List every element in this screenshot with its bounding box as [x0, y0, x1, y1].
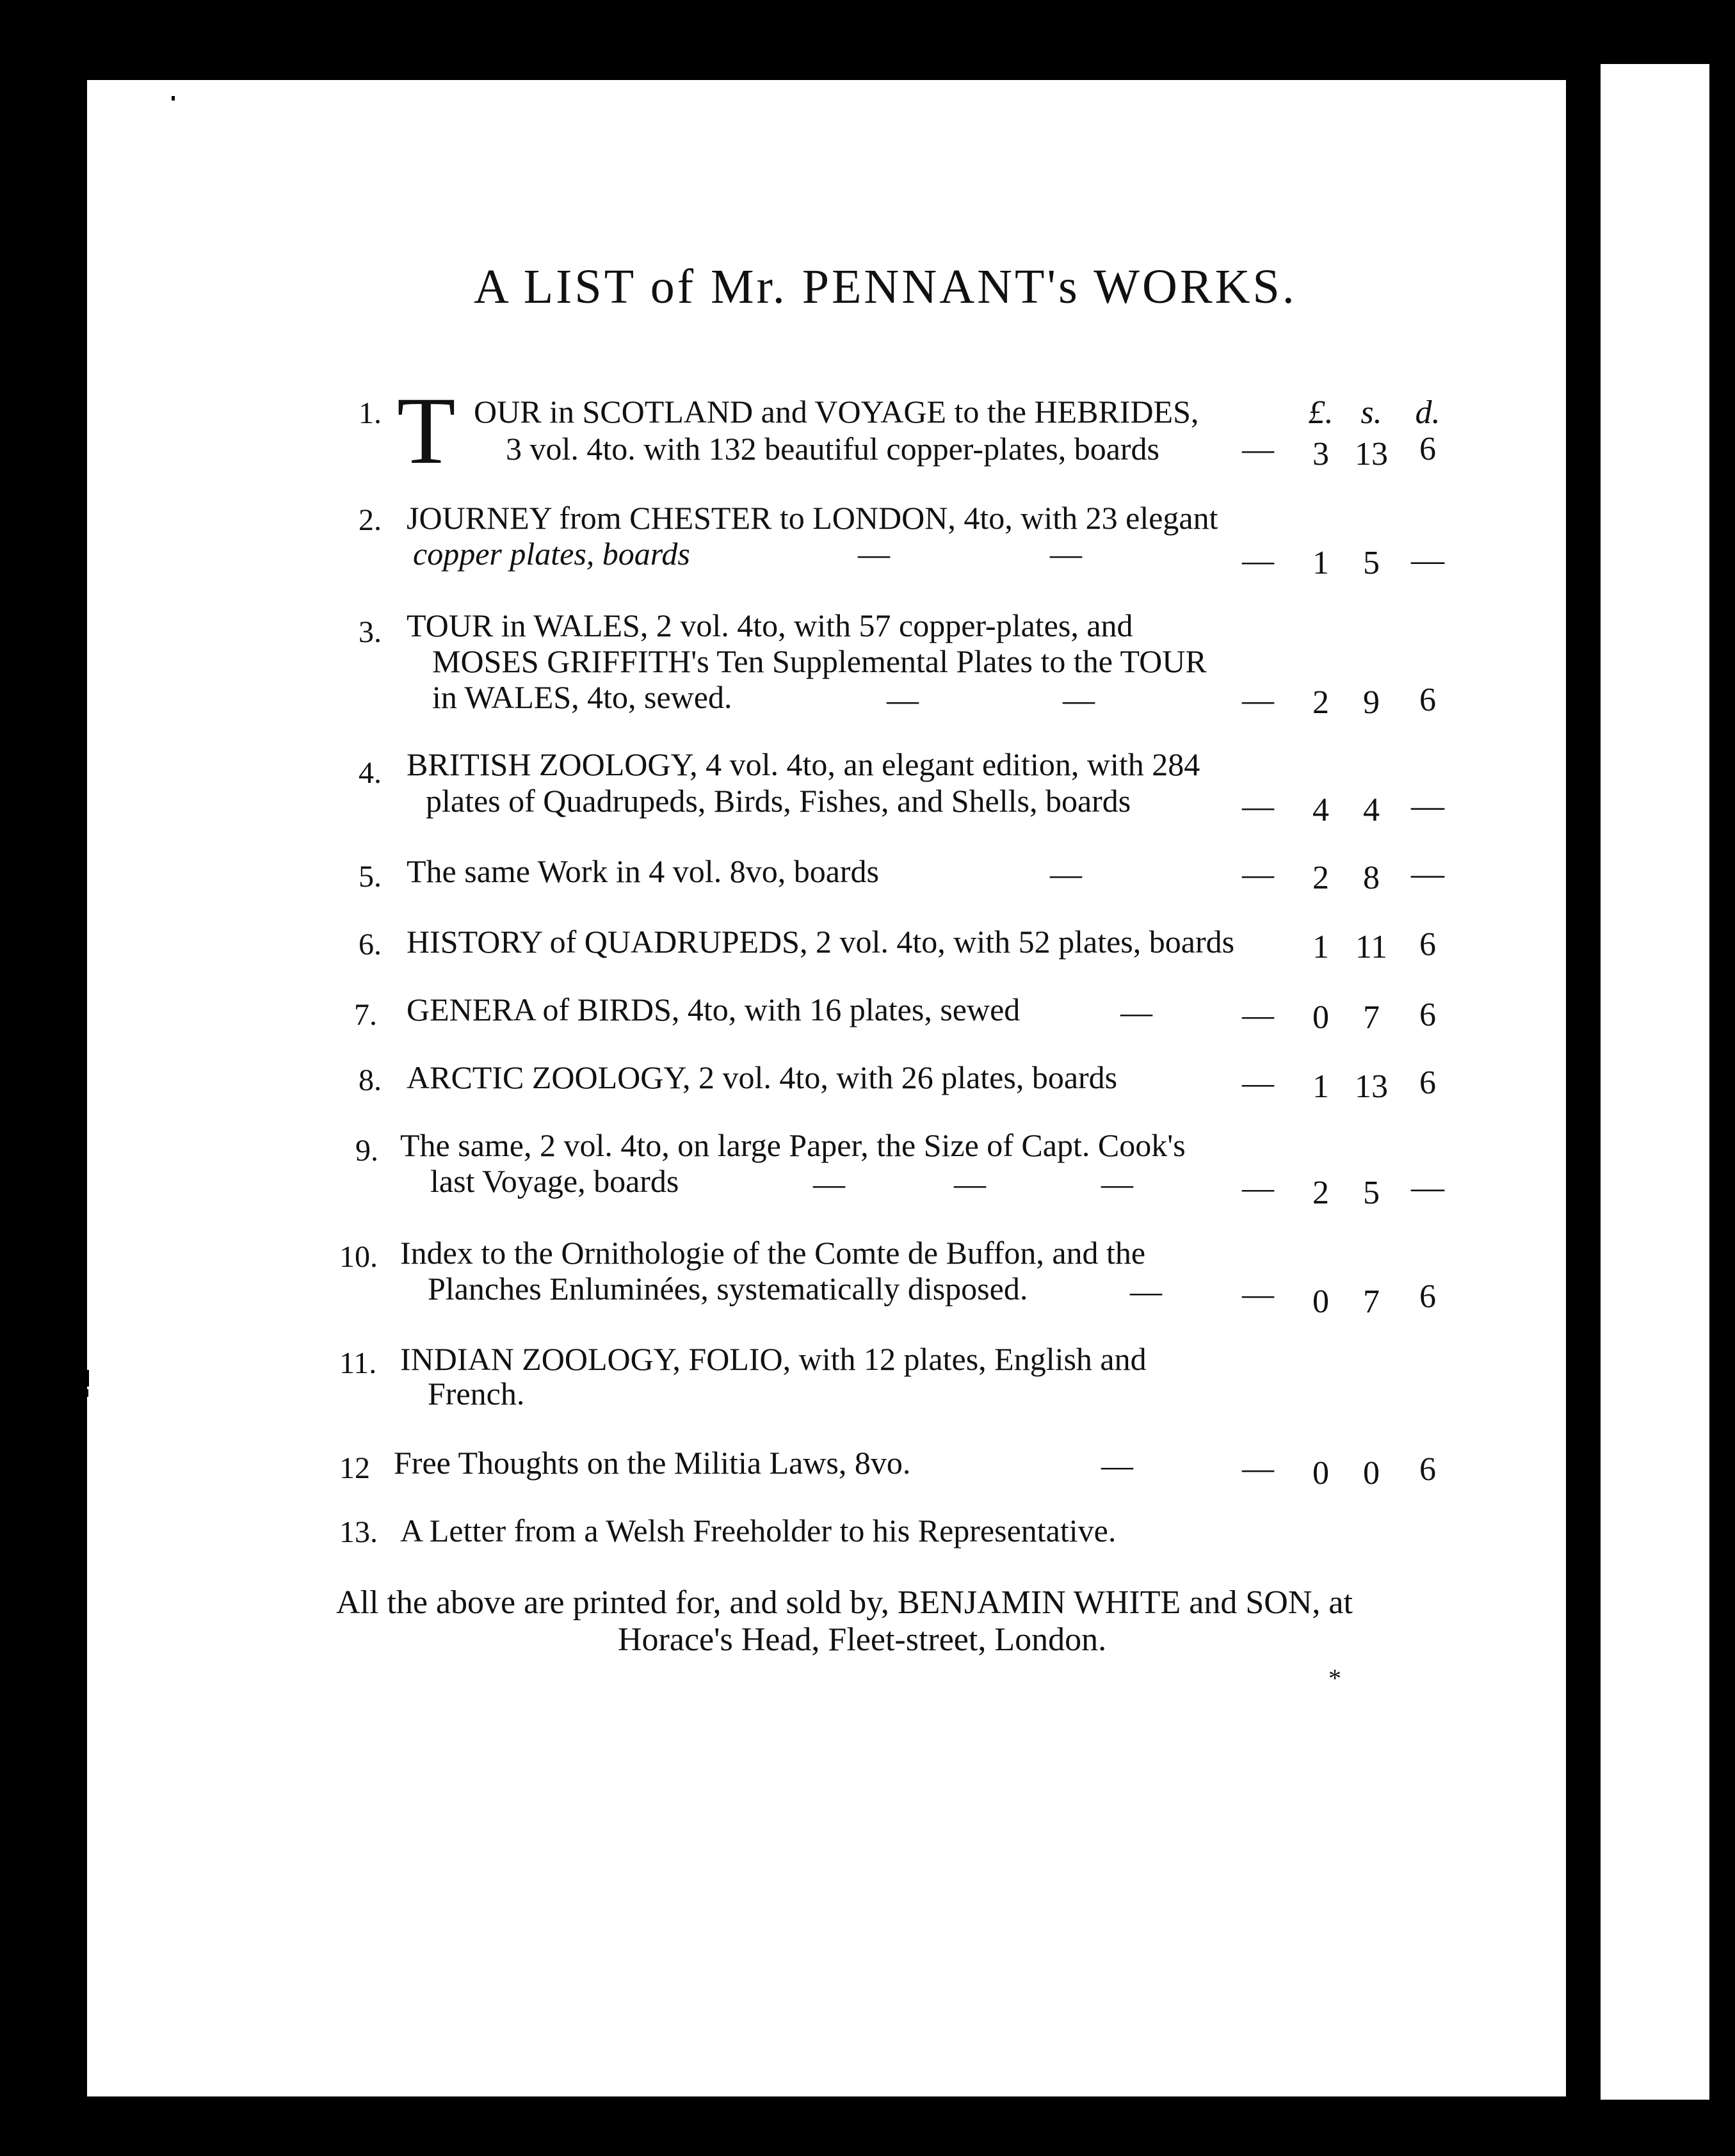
ornament-asterisk: *	[1328, 1664, 1341, 1693]
leader-dash: —	[1063, 682, 1095, 718]
price-shillings: 7	[1363, 999, 1380, 1036]
entry-number: 11.	[339, 1346, 377, 1380]
publisher-line: All the above are printed for, and sold by, BENJAMIN WHITE and SON, at	[336, 1584, 1353, 1621]
pence-header: d.	[1415, 394, 1440, 431]
leader-dash: —	[1242, 431, 1274, 467]
price-pounds: 1	[1312, 929, 1329, 965]
price-pence: 6	[1419, 682, 1436, 718]
entry-line: OUR in SCOTLAND and VOYAGE to the HEBRIDES,	[474, 394, 1199, 430]
leader-dash: —	[1242, 542, 1274, 578]
scan-speck	[85, 1389, 88, 1397]
price-pounds: 1	[1312, 1068, 1329, 1105]
price-pence: —	[1411, 788, 1444, 825]
price-pence: —	[1411, 1170, 1444, 1206]
entry-line: Index to the Ornithologie of the Comte de Buffon, and the	[400, 1235, 1146, 1271]
entry-number: 2.	[359, 503, 382, 537]
leader-dash: —	[1242, 682, 1274, 718]
entry-number: 9.	[355, 1134, 378, 1168]
leader-dash: —	[1242, 997, 1274, 1033]
price-shillings: 0	[1363, 1455, 1380, 1492]
price-shillings: 4	[1363, 792, 1380, 828]
leader-dash: —	[1242, 1065, 1274, 1100]
price-pounds: 2	[1312, 1175, 1329, 1211]
price-pence: 6	[1419, 431, 1436, 467]
publisher-address: Horace's Head, Fleet-street, London.	[618, 1621, 1107, 1658]
price-shillings: 7	[1363, 1283, 1380, 1320]
entry-line: The same, 2 vol. 4to, on large Paper, the Size of Capt. Cook's	[400, 1127, 1186, 1163]
price-pounds: 0	[1312, 1283, 1329, 1320]
entry-number: 3.	[359, 615, 382, 649]
leader-dash: —	[1242, 788, 1274, 824]
price-pounds: 2	[1312, 684, 1329, 721]
price-shillings: 8	[1363, 860, 1380, 896]
entry-line: Free Thoughts on the Militia Laws, 8vo.	[394, 1445, 911, 1481]
entry-line: JOURNEY from CHESTER to LONDON, 4to, with 23 elegant	[407, 500, 1218, 536]
shillings-header: s.	[1360, 394, 1382, 431]
entry-line: French.	[428, 1376, 525, 1412]
leader-dash: —	[1101, 1447, 1133, 1483]
price-shillings: 11	[1355, 929, 1388, 965]
entry-line: INDIAN ZOOLOGY, FOLIO, with 12 plates, English and	[400, 1341, 1147, 1377]
entry-number: 7.	[354, 998, 377, 1032]
entry-line: copper plates, boards	[413, 536, 690, 572]
price-shillings: 5	[1363, 1175, 1380, 1211]
page-gutter-shadow	[1562, 80, 1601, 2096]
leader-dash: —	[1242, 856, 1274, 892]
entry-line: Planches Enluminées, systematically disposed.	[428, 1271, 1028, 1307]
price-pounds: 0	[1312, 999, 1329, 1036]
leader-dash: —	[887, 682, 919, 718]
entry-line: in WALES, 4to, sewed.	[432, 679, 732, 715]
entry-line: HISTORY of QUADRUPEDS, 2 vol. 4to, with 52 plates, boards	[407, 924, 1235, 960]
price-pounds: 2	[1312, 860, 1329, 896]
entry-line: BRITISH ZOOLOGY, 4 vol. 4to, an elegant edition, with 284	[407, 746, 1200, 782]
scan-speck	[85, 1370, 89, 1387]
entry-number: 8.	[359, 1063, 382, 1097]
drop-cap: T	[397, 378, 456, 484]
entry-line: The same Work in 4 vol. 8vo, boards	[407, 853, 879, 889]
page-title: A LIST of Mr. PENNANT's WORKS.	[474, 260, 1297, 314]
leader-dash: —	[1120, 994, 1152, 1030]
leader-dash: —	[1242, 1276, 1274, 1312]
leader-dash: —	[1130, 1273, 1162, 1309]
price-pence: 6	[1419, 997, 1436, 1033]
entry-number: 12	[339, 1451, 370, 1485]
leader-dash: —	[954, 1166, 986, 1202]
price-pence: —	[1411, 542, 1444, 579]
entry-number: 6.	[359, 928, 382, 961]
entry-line: ARCTIC ZOOLOGY, 2 vol. 4to, with 26 plates, boards	[407, 1059, 1118, 1095]
leader-dash: —	[1242, 1450, 1274, 1486]
leader-dash: —	[1101, 1166, 1133, 1202]
leader-dash: —	[1242, 1170, 1274, 1205]
leader-dash: —	[813, 1166, 845, 1202]
pounds-header: £.	[1308, 394, 1334, 431]
price-pence: 6	[1419, 926, 1436, 963]
price-pence: 6	[1419, 1278, 1436, 1315]
leader-dash: —	[1050, 536, 1082, 572]
entry-line: plates of Quadrupeds, Birds, Fishes, and Shells, boards	[426, 783, 1131, 819]
entry-line: GENERA of BIRDS, 4to, with 16 plates, sewed	[407, 992, 1021, 1027]
entry-number: 13.	[339, 1515, 378, 1549]
leader-dash: —	[1050, 856, 1082, 892]
price-pounds: 4	[1312, 792, 1329, 828]
entry-line: MOSES GRIFFITH's Ten Supplemental Plates to the TOUR	[432, 643, 1207, 679]
entry-line: 3 vol. 4to. with 132 beautiful copper-plates, boards	[506, 431, 1159, 467]
entry-number: 1.	[359, 396, 382, 430]
price-pounds: 1	[1312, 545, 1329, 581]
entry-number: 4.	[359, 756, 382, 790]
entry-line: A Letter from a Welsh Freeholder to his Representative.	[400, 1513, 1117, 1549]
price-pounds: 3	[1312, 436, 1329, 472]
price-pence: 6	[1419, 1451, 1436, 1488]
entry-line: last Voyage, boards	[430, 1163, 679, 1199]
price-pounds: 0	[1312, 1455, 1329, 1492]
price-shillings: 13	[1355, 1068, 1388, 1105]
entry-number: 10.	[339, 1240, 378, 1274]
price-shillings: 9	[1363, 684, 1380, 721]
price-pence: 6	[1419, 1065, 1436, 1101]
facing-page-edge	[1601, 64, 1709, 2100]
price-shillings: 13	[1355, 436, 1388, 472]
scan-speck	[172, 96, 175, 101]
entry-number: 5.	[359, 860, 382, 894]
price-shillings: 5	[1363, 545, 1380, 581]
leader-dash: —	[858, 536, 890, 572]
entry-line: TOUR in WALES, 2 vol. 4to, with 57 copper-plates, and	[407, 607, 1133, 643]
price-pence: —	[1411, 856, 1444, 892]
